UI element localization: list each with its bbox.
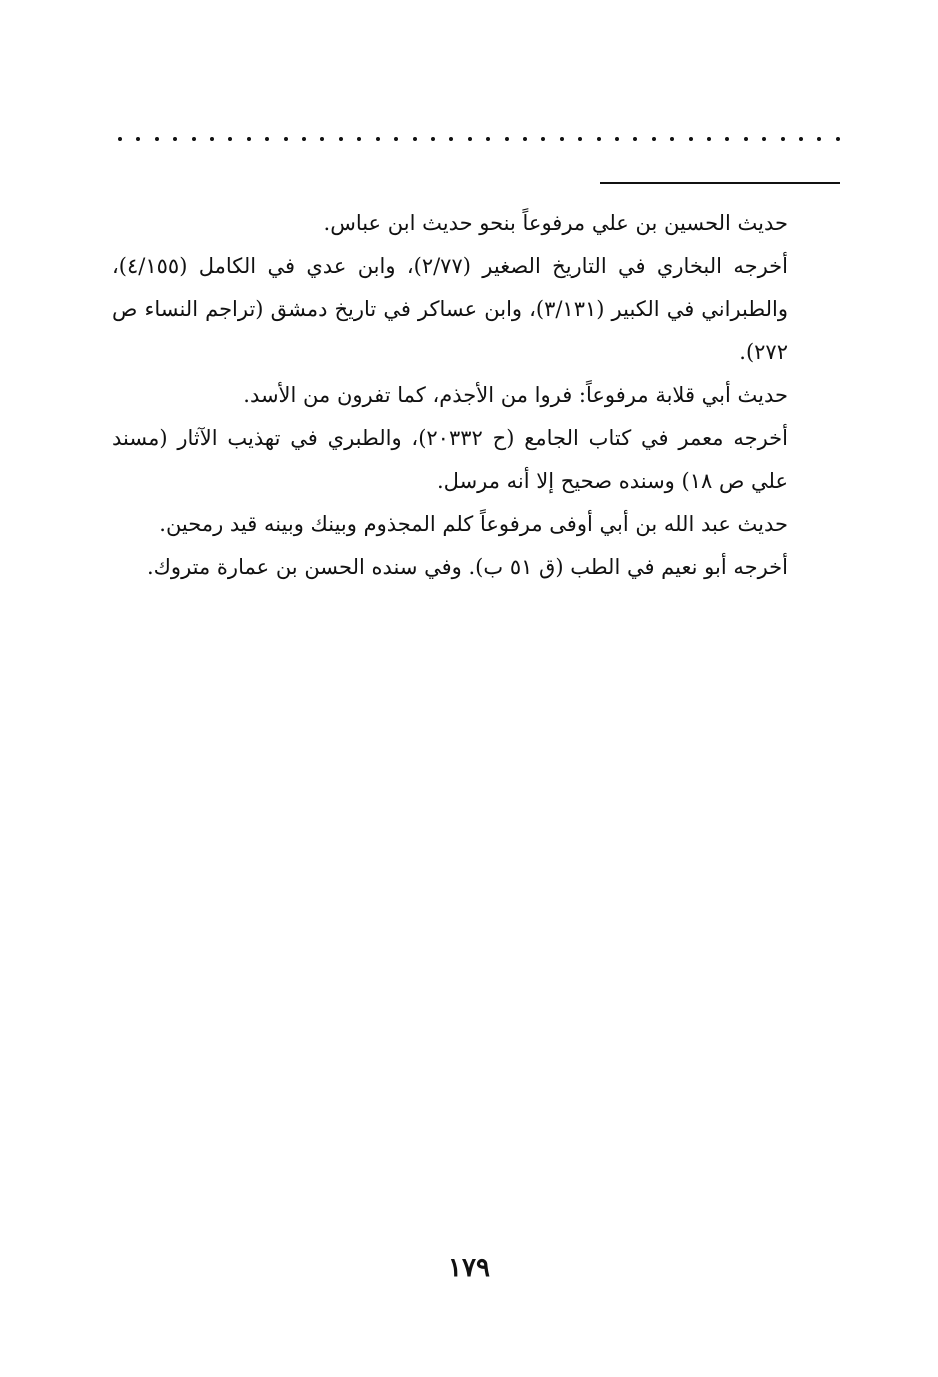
- dotted-separator: [118, 132, 840, 146]
- footnote-1-takhrij: أخرجه البخاري في التاريخ الصغير (٢/٧٧)، وابن عدي في الكامل (٤/١٥٥)، والطبراني في الكبير (٣/١٣١)، وابن عساكر في تاريخ دمشق (تراجم النساء ص ٢٧٢).: [112, 254, 788, 364]
- footnote-2-takhrij: أخرجه معمر في كتاب الجامع (ح ٢٠٣٣٢)، والطبري في تهذيب الآثار (مسند علي ص ١٨) وسنده صحيح إلا أنه مرسل.: [112, 426, 788, 493]
- footnote-3-hadith: حديث عبد الله بن أبي أوفى مرفوعاً كلم المجذوم وبينك وبينه قيد رمحين.: [159, 512, 788, 536]
- footnotes-block: [112, 202, 840, 589]
- footnote-3-takhrij: أخرجه أبو نعيم في الطب (ق ٥١ ب). وفي سنده الحسن بن عمارة متروك.: [146, 555, 788, 579]
- footnote-1-hadith: حديث الحسين بن علي مرفوعاً بنحو حديث ابن عباس.: [323, 211, 788, 235]
- footnote-2-hadith: حديث أبي قلابة مرفوعاً: فروا من الأجذم، كما تفرون من الأسد.: [243, 383, 788, 407]
- page-number: ١٧٩: [448, 1253, 490, 1283]
- footnote-separator-line: [600, 182, 840, 184]
